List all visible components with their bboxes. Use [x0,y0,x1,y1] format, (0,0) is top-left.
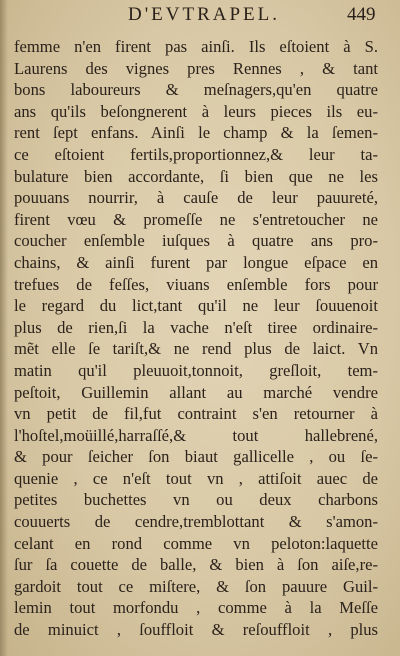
text-line: Laurens des vignes pres Rennes , & tant [14,58,378,78]
text-line: plus de rien,ſi la vache n'eſt tiree ordinaire- [14,317,378,337]
text-line: petites buchettes vn ou deux charbons [14,490,378,510]
running-head [0,4,400,30]
text-line: lemin tout morfondu , comme à la Meſſe [14,598,378,618]
running-title: D'EVTRAPEL. [128,4,281,25]
text-line: ce eſtoient fertils,proportionnez,& leur ta- [14,144,378,164]
text-line: firent vœu & promeſſe ne s'entretoucher ne [14,209,378,229]
page-number: 449 [347,4,376,25]
text-line: gardoit tout ce miſtere, & ſon pauure Guil- [14,576,378,596]
text-line: coucher enſemble iuſques à quatre ans pro- [14,231,378,251]
text-line: chains, & ainſi furent par longue eſpace en [14,252,378,272]
text-line: bulature bien accordante, ſi bien que ne les [14,166,378,186]
text-line: mẽt elle ſe tariſt,& ne rend plus de laict. Vn [14,339,378,359]
text-line: couuerts de cendre,tremblottant & s'amon- [14,512,378,532]
text-line: peſtoit, Guillemin allant au marché vendre [14,382,378,402]
page-gutter-shadow [0,0,8,656]
text-line: vn petit de fil,fut contraint s'en retourner à [14,404,378,424]
text-line: femme n'en firent pas ainſi. Ils eſtoient à S. [14,37,378,56]
text-line: de minuict , ſouffloit & reſouffloit , plus [14,620,378,640]
text-line: le regard du lict,tant qu'il ne leur ſouuenoit [14,296,378,316]
body-text [14,36,378,641]
text-line: matin qu'il pleuuoit,tonnoit, greſloit, tem- [14,360,378,380]
text-line: pouuans nourrir, à cauſe de leur pauureté, [14,188,378,208]
text-line: trefues de feſſes, viuans enſemble fors pour [14,274,378,294]
text-line: rent ſept enfans. Ainſi le champ & la ſemen- [14,123,378,143]
text-line: bons laboureurs & meſnagers,qu'en quatre [14,80,378,100]
text-line: celant en rond comme vn peloton:laquette [14,533,378,553]
text-line: ſur ſa couette de balle, & bien à ſon aiſe,re- [14,555,378,575]
text-line: quenie , ce n'eſt tout vn , attiſoit auec de [14,468,378,488]
text-line: & pour ſeicher ſon biaut gallicelle , ou ſe- [14,447,378,467]
text-line: ans qu'ils beſongnerent à leurs pieces ils eu- [14,101,378,121]
text-line: l'hoſtel,moüillé,harraſſé,& tout hallebrené, [14,425,378,445]
